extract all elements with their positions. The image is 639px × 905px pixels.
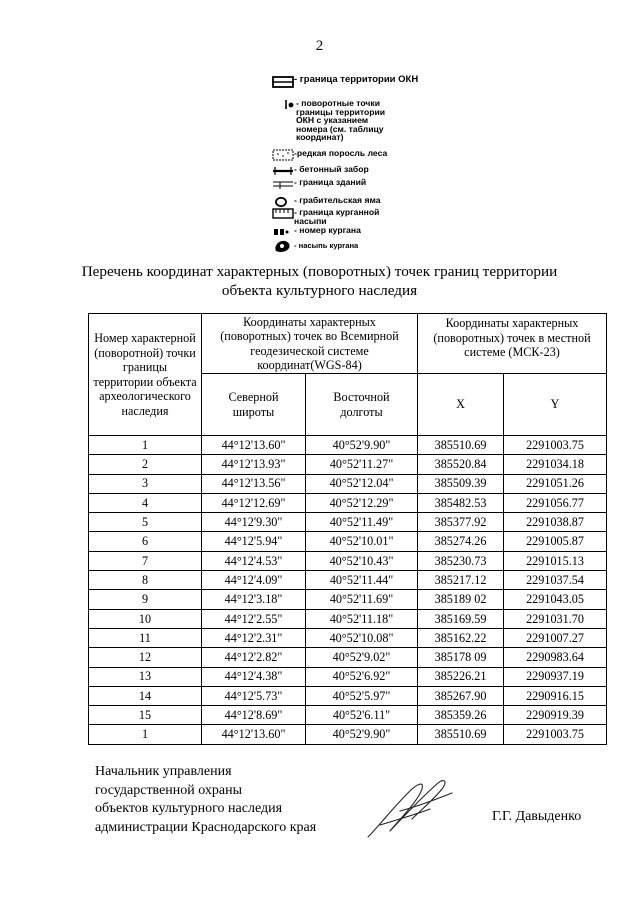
cell-east-longitude: 40°52'10.43" — [306, 551, 418, 570]
cell-x: 385377.92 — [418, 513, 504, 532]
legend-item — [272, 178, 366, 190]
cell-east-longitude: 40°52'11.49" — [306, 513, 418, 532]
legend-item — [272, 76, 418, 88]
building-boundary-icon — [272, 178, 294, 190]
cell-y: 2291015.13 — [504, 551, 607, 570]
cell-point-number: 6 — [89, 532, 202, 551]
cell-y: 2291051.26 — [504, 474, 607, 493]
table-row — [89, 628, 607, 647]
cell-point-number: 14 — [89, 686, 202, 705]
table-row — [89, 725, 607, 744]
table-row — [89, 532, 607, 551]
cell-y: 2291056.77 — [504, 493, 607, 512]
cell-x: 385509.39 — [418, 474, 504, 493]
cell-point-number: 7 — [89, 551, 202, 570]
position-line: государственной охраны — [95, 782, 243, 798]
header-msk23-group: Координаты характерных (поворотных) точек в местной системе (МСК-23) — [418, 314, 607, 374]
cell-east-longitude: 40°52'9.90" — [306, 725, 418, 744]
signatory-position — [95, 763, 316, 837]
cell-east-longitude: 40°52'9.90" — [306, 436, 418, 455]
cell-north-latitude: 44°12'13.60" — [202, 725, 306, 744]
cell-point-number: 8 — [89, 571, 202, 590]
cell-x: 385178 09 — [418, 648, 504, 667]
table-row — [89, 667, 607, 686]
cell-east-longitude: 40°52'12.29" — [306, 493, 418, 512]
header-north-latitude: Северной широты — [202, 374, 306, 436]
table-row — [89, 455, 607, 474]
cell-point-number: 11 — [89, 628, 202, 647]
header-wgs84-group: Координаты характерных (поворотных) точек во Всемирной геодезической системе координат(WGS-84) — [202, 314, 418, 374]
cell-north-latitude: 44°12'2.31" — [202, 628, 306, 647]
cell-x: 385267.90 — [418, 686, 504, 705]
handwritten-signature — [360, 775, 460, 845]
cell-y: 2290983.64 — [504, 648, 607, 667]
cell-point-number: 13 — [89, 667, 202, 686]
table-row — [89, 571, 607, 590]
cell-x: 385226.21 — [418, 667, 504, 686]
cell-point-number: 15 — [89, 706, 202, 725]
cell-y: 2290916.15 — [504, 686, 607, 705]
document-title — [0, 262, 639, 300]
position-line: объектов культурного наследия — [95, 801, 283, 816]
cell-point-number: 9 — [89, 590, 202, 609]
cell-y: 2291007.27 — [504, 628, 607, 647]
cell-y: 2290919.39 — [504, 706, 607, 725]
turning-point-icon — [284, 99, 296, 111]
table-row — [89, 590, 607, 609]
cell-x: 385510.69 — [418, 436, 504, 455]
cell-north-latitude: 44°12'3.18" — [202, 590, 306, 609]
cell-north-latitude: 44°12'13.56" — [202, 474, 306, 493]
cell-north-latitude: 44°12'9.30" — [202, 513, 306, 532]
cell-x: 385359.26 — [418, 706, 504, 725]
cell-east-longitude: 40°52'11.69" — [306, 590, 418, 609]
legend-item — [272, 208, 379, 225]
cell-point-number: 4 — [89, 493, 202, 512]
legend-label: - граница зданий — [294, 177, 367, 187]
table-row — [89, 609, 607, 628]
cell-north-latitude: 44°12'4.38" — [202, 667, 306, 686]
legend-label: - грабительская яма — [294, 195, 381, 205]
table-row — [89, 648, 607, 667]
cell-east-longitude: 40°52'11.18" — [306, 609, 418, 628]
table-row — [89, 493, 607, 512]
cell-point-number: 12 — [89, 648, 202, 667]
header-y: Y — [504, 374, 607, 436]
concrete-fence-icon — [272, 165, 294, 177]
legend-label: - бетонный забор — [294, 164, 369, 174]
cell-point-number: 1 — [89, 725, 202, 744]
cell-point-number: 10 — [89, 609, 202, 628]
legend-item — [272, 238, 358, 254]
table-row — [89, 436, 607, 455]
cell-point-number: 2 — [89, 455, 202, 474]
cell-x: 385217.12 — [418, 571, 504, 590]
cell-y: 2291037.54 — [504, 571, 607, 590]
legend-item — [272, 149, 387, 161]
title-line: объекта культурного наследия — [221, 282, 418, 299]
cell-x: 385169.59 — [418, 609, 504, 628]
cell-east-longitude: 40°52'6.11" — [306, 706, 418, 725]
cell-y: 2291038.87 — [504, 513, 607, 532]
table-row — [89, 513, 607, 532]
legend-label: - насыпь кургана — [294, 241, 359, 250]
legend-label: - номер кургана — [294, 225, 361, 235]
coordinates-table — [88, 313, 607, 745]
looting-pit-icon — [272, 196, 294, 208]
page-number: 2 — [315, 38, 324, 54]
title-line: Перечень координат характерных (поворотных) точек границ территории — [81, 263, 558, 280]
sparse-forest-icon — [272, 149, 294, 161]
territory-boundary-icon — [272, 76, 294, 88]
header-point-number: Номер характерной (поворотной) точки границы территории объекта археологического наследия — [89, 314, 202, 436]
position-line: администрации Краснодарского края — [95, 819, 317, 835]
cell-east-longitude: 40°52'5.97" — [306, 686, 418, 705]
cell-x: 385482.53 — [418, 493, 504, 512]
cell-east-longitude: 40°52'9.02" — [306, 648, 418, 667]
cell-east-longitude: 40°52'11.44" — [306, 571, 418, 590]
cell-north-latitude: 44°12'2.55" — [202, 609, 306, 628]
cell-x: 385274.26 — [418, 532, 504, 551]
legend-label: - граница курганной насыпи — [294, 207, 380, 226]
cell-north-latitude: 44°12'2.82" — [202, 648, 306, 667]
cell-east-longitude: 40°52'11.27" — [306, 455, 418, 474]
table-row — [89, 706, 607, 725]
legend-label: - граница территории ОКН — [294, 74, 419, 85]
cell-north-latitude: 44°12'5.73" — [202, 686, 306, 705]
cell-north-latitude: 44°12'4.09" — [202, 571, 306, 590]
cell-east-longitude: 40°52'6.92" — [306, 667, 418, 686]
cell-x: 385162.22 — [418, 628, 504, 647]
mound-number-icon — [272, 226, 294, 238]
cell-point-number: 3 — [89, 474, 202, 493]
legend-item — [284, 99, 385, 142]
signer-name: Г.Г. Давыденко — [492, 809, 582, 824]
cell-point-number: 5 — [89, 513, 202, 532]
table-row — [89, 474, 607, 493]
cell-y: 2291005.87 — [504, 532, 607, 551]
cell-north-latitude: 44°12'13.60" — [202, 436, 306, 455]
legend-item — [272, 165, 369, 177]
mound-boundary-icon — [272, 208, 294, 220]
cell-y: 2290937.19 — [504, 667, 607, 686]
cell-point-number: 1 — [89, 436, 202, 455]
header-x: X — [418, 374, 504, 436]
cell-east-longitude: 40°52'10.08" — [306, 628, 418, 647]
cell-north-latitude: 44°12'4.53" — [202, 551, 306, 570]
cell-x: 385189 02 — [418, 590, 504, 609]
cell-y: 2291003.75 — [504, 725, 607, 744]
cell-north-latitude: 44°12'13.93" — [202, 455, 306, 474]
cell-y: 2291003.75 — [504, 436, 607, 455]
table-row — [89, 686, 607, 705]
cell-north-latitude: 44°12'12.69" — [202, 493, 306, 512]
cell-x: 385230.73 — [418, 551, 504, 570]
legend-label: - поворотные точки границы территории ОКН с указанием номера (см. таблицу координат) — [296, 98, 386, 143]
cell-y: 2291034.18 — [504, 455, 607, 474]
cell-east-longitude: 40°52'12.04" — [306, 474, 418, 493]
cell-x: 385510.69 — [418, 725, 504, 744]
cell-north-latitude: 44°12'8.69" — [202, 706, 306, 725]
position-line: Начальник управления — [95, 764, 232, 779]
cell-y: 2291043.05 — [504, 590, 607, 609]
header-east-longitude: Восточной долготы — [306, 374, 418, 436]
cell-east-longitude: 40°52'10.01" — [306, 532, 418, 551]
cell-y: 2291031.70 — [504, 609, 607, 628]
legend-item — [272, 226, 361, 238]
mound-embankment-icon — [272, 238, 294, 254]
legend-label: -редкая поросль леса — [294, 148, 388, 158]
table-row — [89, 551, 607, 570]
cell-north-latitude: 44°12'5.94" — [202, 532, 306, 551]
cell-x: 385520.84 — [418, 455, 504, 474]
